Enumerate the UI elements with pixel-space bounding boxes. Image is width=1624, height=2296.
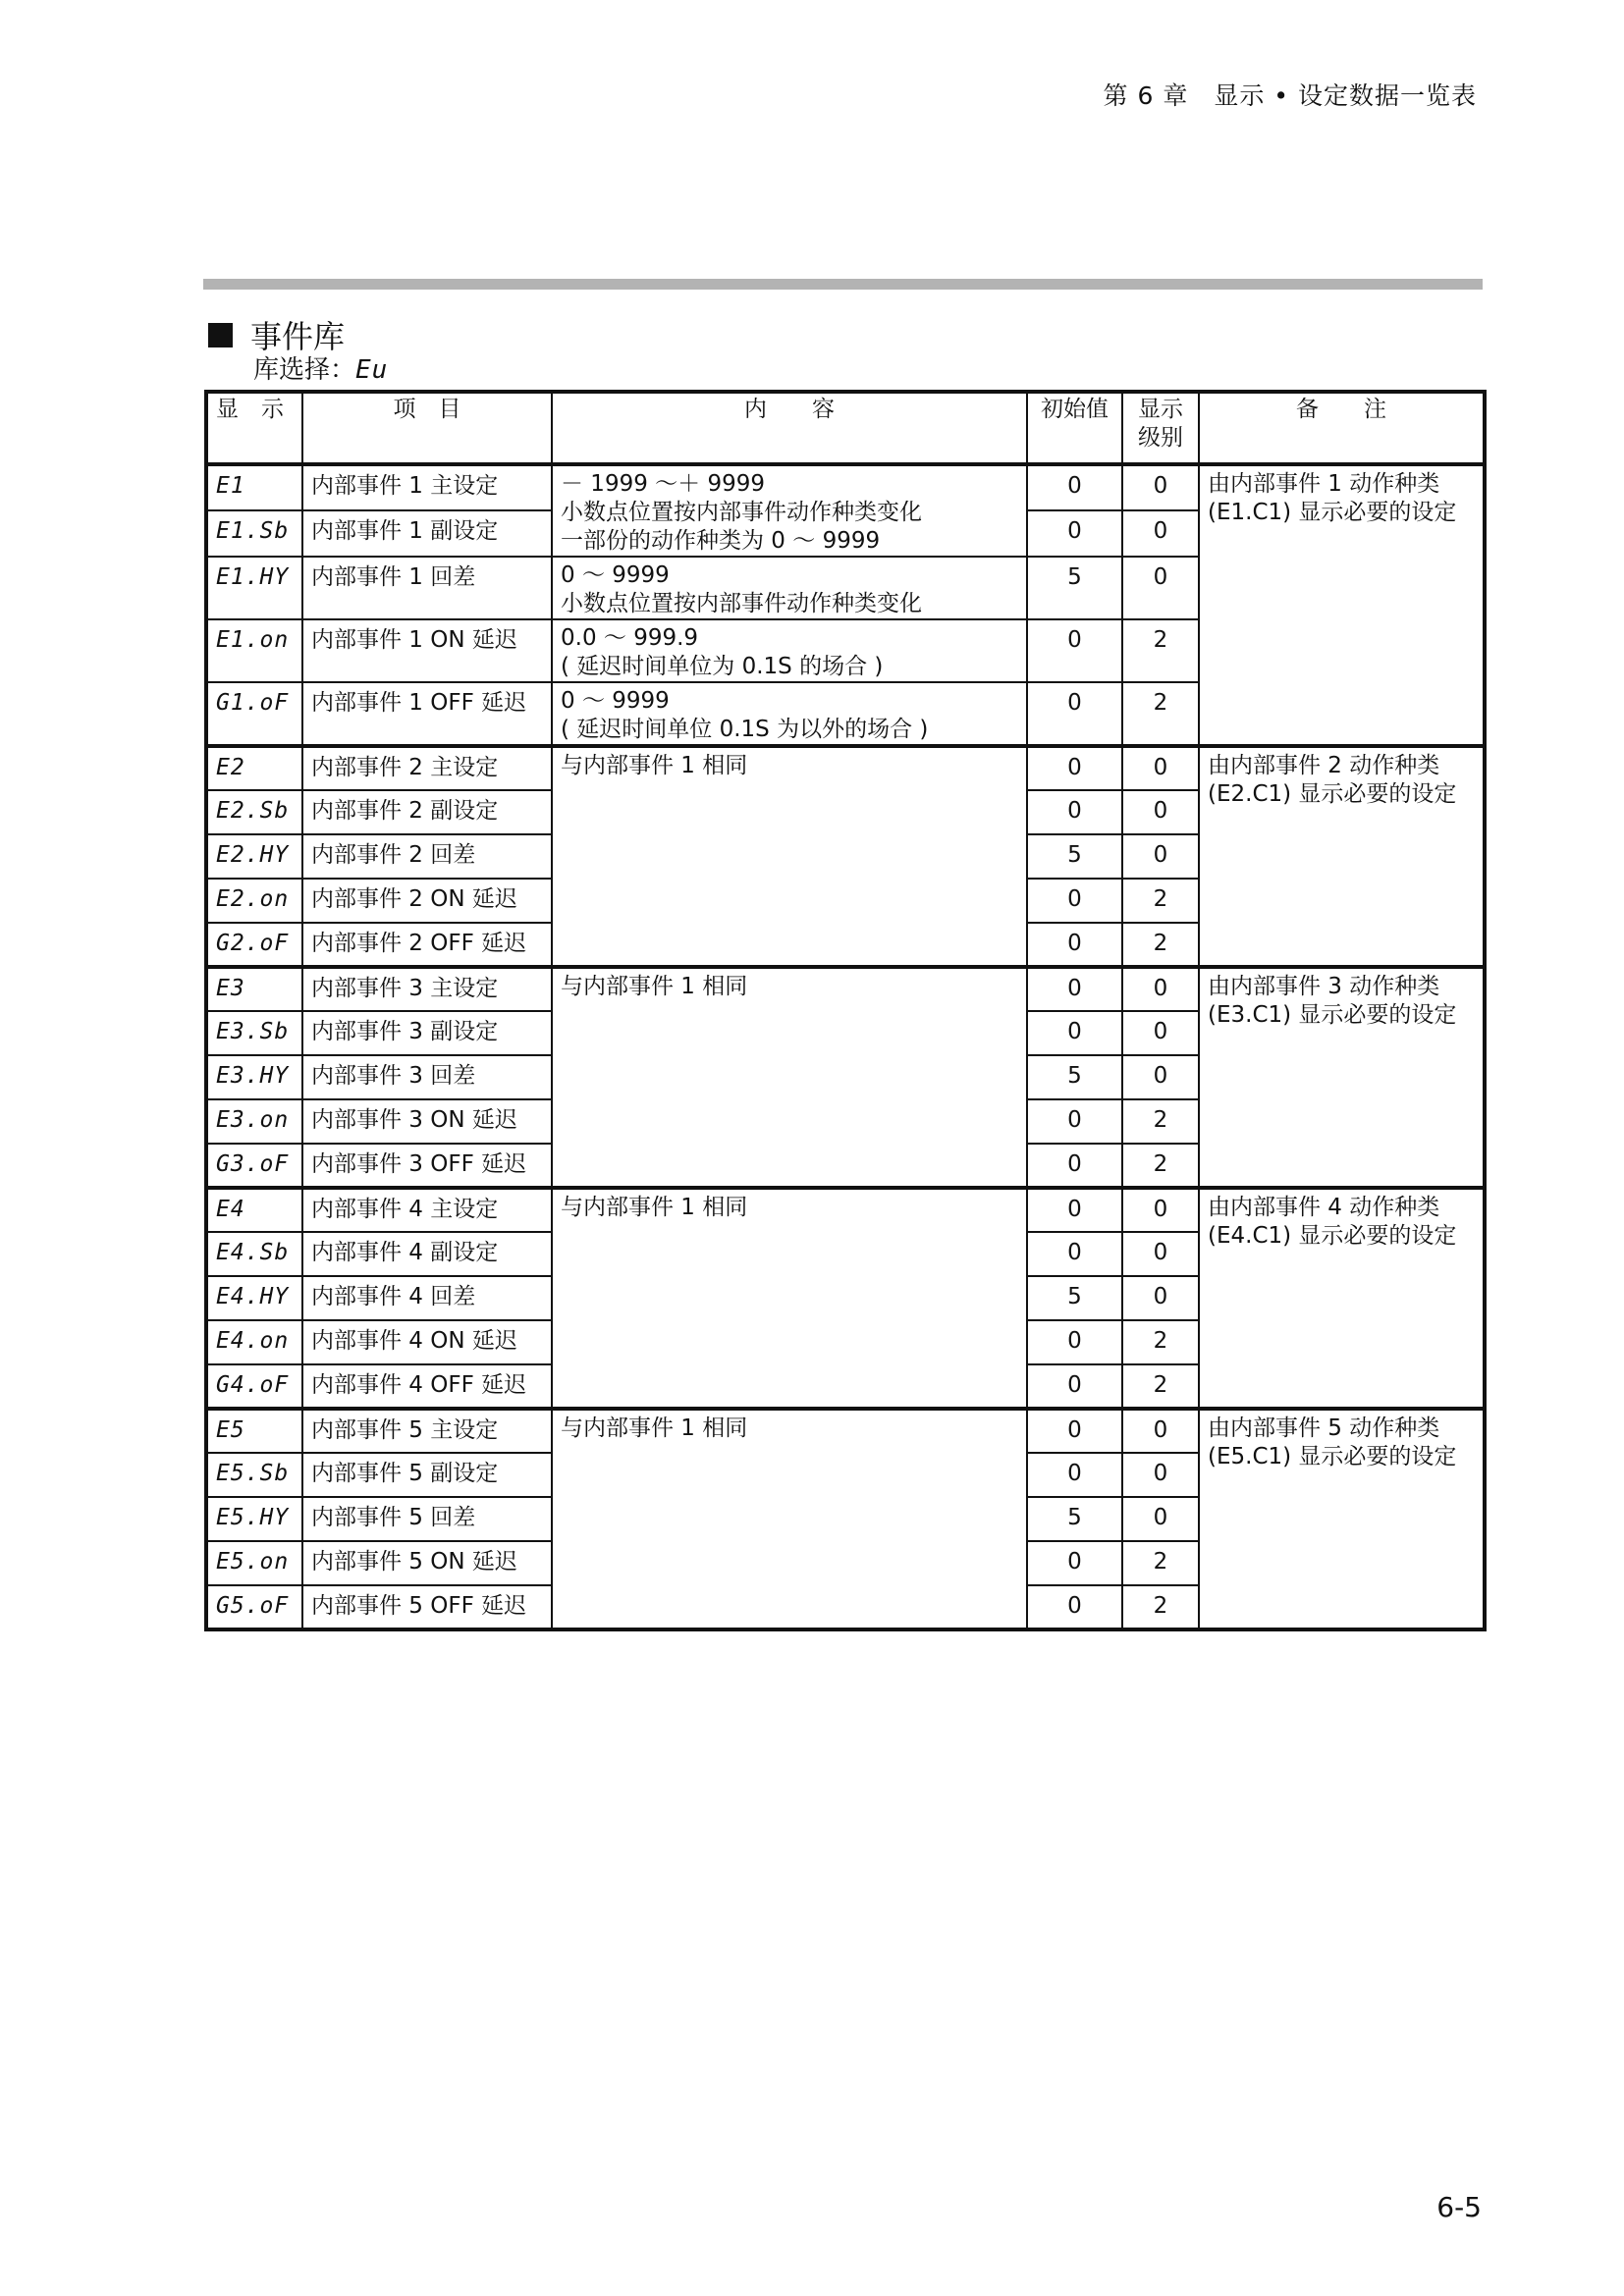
display-level: 0: [1122, 1276, 1199, 1320]
bank-select-line: [253, 349, 388, 386]
initial-value: 5: [1027, 1497, 1122, 1541]
item-name: 内部事件 5 ON 延迟: [302, 1541, 552, 1585]
remarks-line: 由内部事件 1 动作种类: [1208, 471, 1440, 497]
display-code: E3.on: [206, 1099, 302, 1144]
item-name: 内部事件 3 OFF 延迟: [302, 1144, 552, 1188]
header-item: 项 目: [302, 392, 552, 464]
display-code: G1.oF: [206, 682, 302, 746]
remarks-line: 由内部事件 5 动作种类: [1208, 1415, 1440, 1441]
initial-value: 0: [1027, 967, 1122, 1011]
remarks-line: 由内部事件 4 动作种类: [1208, 1195, 1440, 1220]
item-name: 内部事件 5 回差: [302, 1497, 552, 1541]
remarks-line: (E2.C1) 显示必要的设定: [1208, 781, 1457, 807]
item-name: 内部事件 2 主设定: [302, 746, 552, 790]
header-level-line2: 级别: [1138, 425, 1183, 451]
initial-value: 0: [1027, 510, 1122, 557]
display-code: E2: [206, 746, 302, 790]
item-name: 内部事件 5 主设定: [302, 1409, 552, 1453]
event-bank-table: [204, 390, 1487, 1631]
display-level: 0: [1122, 967, 1199, 1011]
initial-value: 0: [1027, 1232, 1122, 1276]
display-code: E4: [206, 1188, 302, 1232]
display-code: G3.oF: [206, 1144, 302, 1188]
item-name: 内部事件 5 副设定: [302, 1453, 552, 1497]
initial-value: 0: [1027, 923, 1122, 967]
content-line: － 1999 ～＋ 9999: [561, 471, 765, 497]
item-name: 内部事件 3 ON 延迟: [302, 1099, 552, 1144]
initial-value: 0: [1027, 1144, 1122, 1188]
header-display: 显 示: [206, 392, 302, 464]
display-code: E5.HY: [206, 1497, 302, 1541]
display-level: 0: [1122, 557, 1199, 619]
display-code: E2.Sb: [206, 790, 302, 834]
item-name: 内部事件 2 OFF 延迟: [302, 923, 552, 967]
event-group-5: [206, 1409, 1485, 1629]
initial-value: 0: [1027, 1409, 1122, 1453]
display-level: 0: [1122, 1011, 1199, 1055]
initial-value: 0: [1027, 1453, 1122, 1497]
initial-value: 5: [1027, 1276, 1122, 1320]
page-number: 6-5: [1436, 2191, 1482, 2223]
content-line: 小数点位置按内部事件动作种类变化: [561, 500, 922, 525]
initial-value: 5: [1027, 1055, 1122, 1099]
item-name: 内部事件 3 主设定: [302, 967, 552, 1011]
remarks-cell: [1199, 967, 1485, 1188]
display-code: G4.oF: [206, 1364, 302, 1409]
remarks-line: (E4.C1) 显示必要的设定: [1208, 1223, 1457, 1249]
content-range-on-delay: [552, 619, 1027, 682]
display-level: 2: [1122, 923, 1199, 967]
display-level: 2: [1122, 682, 1199, 746]
item-name: 内部事件 1 OFF 延迟: [302, 682, 552, 746]
content-range-off-delay: [552, 682, 1027, 746]
content-line: ( 延迟时间单位为 0.1S 的场合 ): [561, 654, 884, 679]
display-code: E5.on: [206, 1541, 302, 1585]
section-title-text: 事件库: [250, 318, 346, 355]
remarks-line: (E5.C1) 显示必要的设定: [1208, 1444, 1457, 1469]
display-level: 2: [1122, 619, 1199, 682]
display-level: 0: [1122, 1055, 1199, 1099]
table-header: [206, 392, 1485, 464]
content-line: 小数点位置按内部事件动作种类变化: [561, 591, 922, 616]
event-group-3: [206, 967, 1485, 1188]
remarks-line: 由内部事件 2 动作种类: [1208, 753, 1440, 778]
display-level: 2: [1122, 1585, 1199, 1629]
table-row: [206, 464, 1485, 510]
content-same-as-event-1: 与内部事件 1 相同: [552, 967, 1027, 1188]
remarks-cell: [1199, 1188, 1485, 1409]
item-name: 内部事件 5 OFF 延迟: [302, 1585, 552, 1629]
bank-select-code: Eu: [355, 355, 389, 385]
display-code: E1.on: [206, 619, 302, 682]
header-content: 内 容: [552, 392, 1027, 464]
display-level: 2: [1122, 1144, 1199, 1188]
content-line: 0 ～ 9999: [561, 688, 670, 714]
initial-value: 0: [1027, 746, 1122, 790]
running-header: 第 6 章 显示 • 设定数据一览表: [1103, 81, 1477, 110]
initial-value: 0: [1027, 879, 1122, 923]
item-name: 内部事件 2 ON 延迟: [302, 879, 552, 923]
content-line: 0.0 ～ 999.9: [561, 625, 699, 651]
header-remarks: 备 注: [1199, 392, 1485, 464]
content-line: 0 ～ 9999: [561, 562, 670, 588]
header-level: [1122, 392, 1199, 464]
display-level: 2: [1122, 1099, 1199, 1144]
event-group-2: [206, 746, 1485, 967]
item-name: 内部事件 4 ON 延迟: [302, 1320, 552, 1364]
initial-value: 0: [1027, 464, 1122, 510]
header-initial: 初始值: [1027, 392, 1122, 464]
display-code: E4.HY: [206, 1276, 302, 1320]
content-same-as-event-1: 与内部事件 1 相同: [552, 746, 1027, 967]
event-group-1: [206, 464, 1485, 746]
item-name: 内部事件 1 主设定: [302, 464, 552, 510]
display-code: E1.Sb: [206, 510, 302, 557]
remarks-line: 由内部事件 3 动作种类: [1208, 974, 1440, 999]
initial-value: 5: [1027, 834, 1122, 879]
display-code: G5.oF: [206, 1585, 302, 1629]
bank-select-label: 库选择：: [253, 355, 356, 385]
item-name: 内部事件 1 回差: [302, 557, 552, 619]
display-level: 2: [1122, 1320, 1199, 1364]
initial-value: 0: [1027, 682, 1122, 746]
item-name: 内部事件 4 副设定: [302, 1232, 552, 1276]
display-code: E3: [206, 967, 302, 1011]
item-name: 内部事件 4 OFF 延迟: [302, 1364, 552, 1409]
item-name: 内部事件 4 主设定: [302, 1188, 552, 1232]
display-level: 0: [1122, 510, 1199, 557]
table-row: [206, 1409, 1485, 1453]
initial-value: 0: [1027, 1320, 1122, 1364]
remarks-cell: [1199, 1409, 1485, 1629]
item-name: 内部事件 3 副设定: [302, 1011, 552, 1055]
display-code: E3.Sb: [206, 1011, 302, 1055]
display-level: 0: [1122, 1453, 1199, 1497]
display-level: 0: [1122, 464, 1199, 510]
content-range-hysteresis: [552, 557, 1027, 619]
display-level: 0: [1122, 746, 1199, 790]
initial-value: 5: [1027, 557, 1122, 619]
display-level: 0: [1122, 1232, 1199, 1276]
initial-value: 0: [1027, 790, 1122, 834]
display-level: 0: [1122, 1188, 1199, 1232]
event-group-4: [206, 1188, 1485, 1409]
remarks-cell: [1199, 746, 1485, 967]
content-range-setpoint: [552, 464, 1027, 557]
display-level: 0: [1122, 1409, 1199, 1453]
remarks-line: (E3.C1) 显示必要的设定: [1208, 1002, 1457, 1028]
display-code: G2.oF: [206, 923, 302, 967]
initial-value: 0: [1027, 1099, 1122, 1144]
display-level: 2: [1122, 1541, 1199, 1585]
remarks-line: (E1.C1) 显示必要的设定: [1208, 500, 1457, 525]
item-name: 内部事件 3 回差: [302, 1055, 552, 1099]
display-level: 0: [1122, 1497, 1199, 1541]
display-level: 0: [1122, 790, 1199, 834]
display-code: E5: [206, 1409, 302, 1453]
content-same-as-event-1: 与内部事件 1 相同: [552, 1409, 1027, 1629]
item-name: 内部事件 1 副设定: [302, 510, 552, 557]
display-code: E5.Sb: [206, 1453, 302, 1497]
display-code: E2.on: [206, 879, 302, 923]
display-code: E4.on: [206, 1320, 302, 1364]
content-line: ( 延迟时间单位 0.1S 为以外的场合 ): [561, 717, 929, 742]
display-level: 0: [1122, 834, 1199, 879]
section-divider: [203, 279, 1483, 290]
display-code: E4.Sb: [206, 1232, 302, 1276]
content-line: 一部份的动作种类为 0 ～ 9999: [561, 528, 881, 554]
table-row: [206, 967, 1485, 1011]
initial-value: 0: [1027, 1541, 1122, 1585]
initial-value: 0: [1027, 1011, 1122, 1055]
initial-value: 0: [1027, 619, 1122, 682]
item-name: 内部事件 2 副设定: [302, 790, 552, 834]
item-name: 内部事件 1 ON 延迟: [302, 619, 552, 682]
display-code: E1: [206, 464, 302, 510]
square-bullet-icon: [208, 323, 233, 347]
table-row: [206, 746, 1485, 790]
item-name: 内部事件 4 回差: [302, 1276, 552, 1320]
display-level: 2: [1122, 1364, 1199, 1409]
display-level: 2: [1122, 879, 1199, 923]
table-row: [206, 1188, 1485, 1232]
remarks-cell: [1199, 464, 1485, 746]
display-code: E3.HY: [206, 1055, 302, 1099]
display-code: E1.HY: [206, 557, 302, 619]
initial-value: 0: [1027, 1585, 1122, 1629]
content-same-as-event-1: 与内部事件 1 相同: [552, 1188, 1027, 1409]
header-level-line1: 显示: [1138, 397, 1183, 422]
item-name: 内部事件 2 回差: [302, 834, 552, 879]
initial-value: 0: [1027, 1364, 1122, 1409]
display-code: E2.HY: [206, 834, 302, 879]
initial-value: 0: [1027, 1188, 1122, 1232]
